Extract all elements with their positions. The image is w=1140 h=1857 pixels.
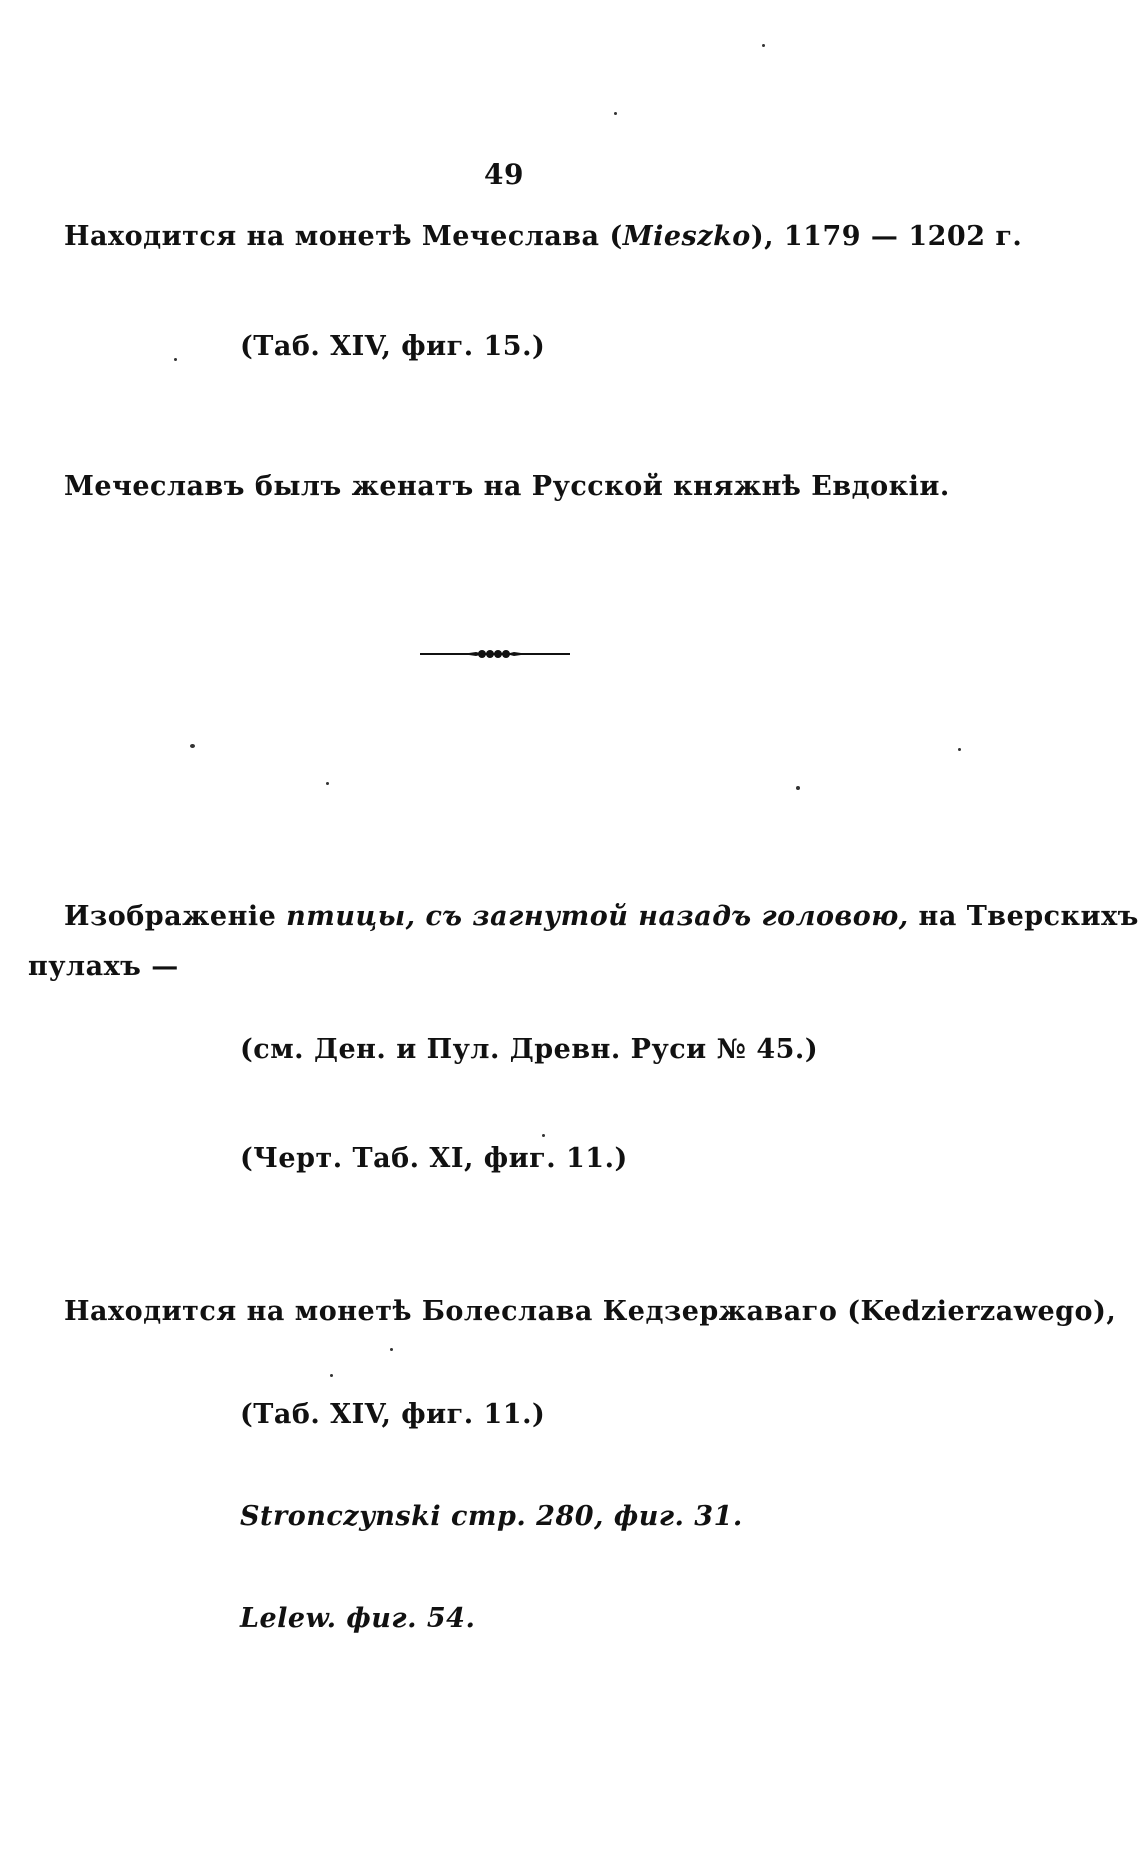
- scan-speck: [330, 1374, 333, 1377]
- marriage-note: Мечеславъ былъ женатъ на Русской княжнѣ Евдокiи.: [64, 471, 950, 502]
- scan-speck: [390, 1348, 393, 1351]
- scan-speck: [958, 748, 961, 751]
- scan-speck: [326, 782, 329, 785]
- text-segment: ), 1179 — 1202 г.: [750, 221, 1023, 252]
- scan-speck: [190, 744, 195, 748]
- italic-phrase: птицы, съ загнутой назадъ головою,: [286, 901, 909, 932]
- text-segment: Находится на монетѣ Мечеслава (: [64, 221, 623, 252]
- scan-speck: [796, 786, 800, 790]
- page-number: 49: [484, 158, 524, 191]
- bird-image-description-continued: пулахъ —: [28, 951, 179, 982]
- bird-image-description: [64, 900, 1139, 934]
- divider-ornament: [420, 646, 570, 662]
- lelewel-reference: Lelew. фиг. 54.: [240, 1603, 476, 1634]
- text-segment: Изображенiе: [64, 901, 287, 932]
- table-reference: (Таб. XIV, фиг. 15.): [240, 331, 546, 362]
- stronczynski-reference: Stronczynski стр. 280, фиг. 31.: [240, 1501, 743, 1532]
- drawing-reference: (Черт. Таб. XI, фиг. 11.): [240, 1143, 628, 1174]
- scan-speck: [542, 1134, 545, 1137]
- coins-reference: (см. Ден. и Пул. Древн. Руси № 45.): [240, 1034, 819, 1065]
- scan-speck: [614, 112, 617, 115]
- latin-name: Mieszko: [622, 221, 751, 252]
- coin-description-boleslaw: Находится на монетѣ Болеслава Кедзержаваго (Kedzierzawego),: [64, 1296, 1117, 1327]
- coin-description-mieszko: [64, 220, 1022, 254]
- scan-speck: [762, 44, 765, 47]
- scan-speck: [174, 358, 177, 361]
- table-reference: (Таб. XIV, фиг. 11.): [240, 1399, 546, 1430]
- text-segment: на Тверскихъ: [908, 901, 1139, 932]
